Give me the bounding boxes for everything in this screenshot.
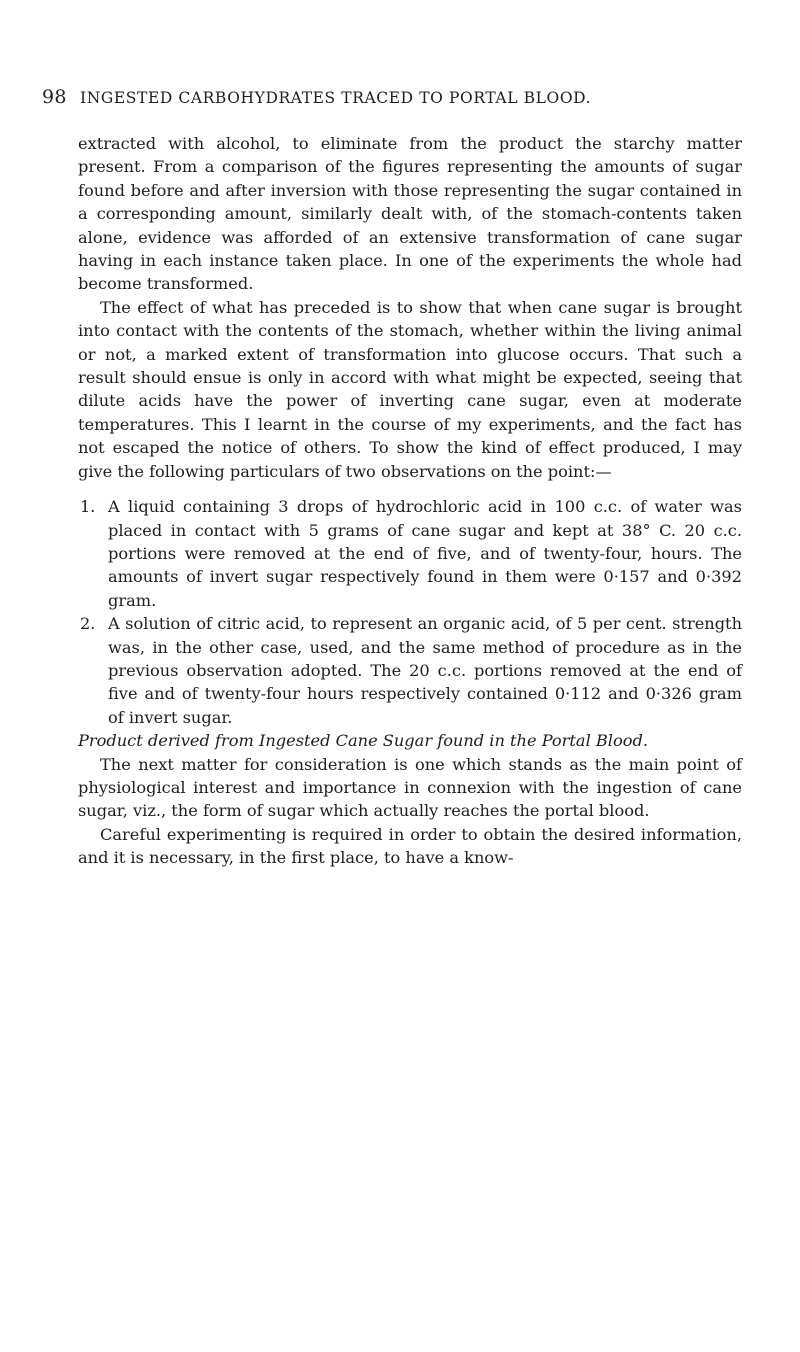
observation-text: A solution of citric acid, to represent an organic acid, of 5 per cent. strength was, in the other case, used, and the same method of procedure as in the previous observation adopted. The 20 c.c. portions removed at the end of five and of twenty-four hours respectively contained 0·112 and 0·326 gram of invert sugar. [108,614,742,727]
observation-text: A liquid containing 3 drops of hydrochloric acid in 100 c.c. of water was placed in contact with 5 grams of cane sugar and kept at 38° C. 20 c.c. portions were removed at the end of five, and of twenty-four, hours. The amounts of invert sugar respectively found in them were 0·157 and 0·392 gram. [108,497,742,610]
observation-item [78,495,742,612]
observation-item [78,612,742,729]
page-number: 98 [42,86,67,108]
paragraph-continued: extracted with alcohol, to eliminate from the product the starchy matter present. From a comparison of the figures representing the amounts of sugar found before and after inversion with those representing the sugar contained in a corresponding amount, similarly dealt with, of the stomach-contents taken alone, evidence was afforded of an extensive transformation of cane sugar having in each instance taken place. In one of the experiments the whole had become transformed. [78,134,742,294]
body-text [78,132,742,870]
paragraph: The next matter for consideration is one which stands as the main point of physiological interest and importance in connexion with the ingestion of cane sugar, viz., the form of sugar which actually reaches the portal blood. [78,754,742,821]
paragraph: The effect of what has preceded is to show that when cane sugar is brought into contact with the contents of the stomach, whether within the living animal or not, a marked extent of transformation into glucose occurs. That such a result should ensue is only in accord with what might be expected, seeing that dilute acids have the power of inverting cane sugar, even at moderate temperatures. This I learnt in the course of my experiments, and the fact has not escaped the notice of others. To show the kind of effect produced, I may give the following particulars of two observations on the point:— [78,297,742,481]
observation-list [78,495,742,729]
observation-number: 2. [80,614,96,634]
running-header [42,86,748,108]
running-title: INGESTED CARBOHYDRATES TRACED TO PORTAL BLOOD. [80,89,592,107]
observation-number: 1. [80,497,96,517]
section-heading: Product derived from Ingested Cane Sugar found in the Portal Blood. [78,731,648,751]
paragraph: Careful experimenting is required in order to obtain the desired information, and it is necessary, in the first place, to have a know- [78,824,742,868]
